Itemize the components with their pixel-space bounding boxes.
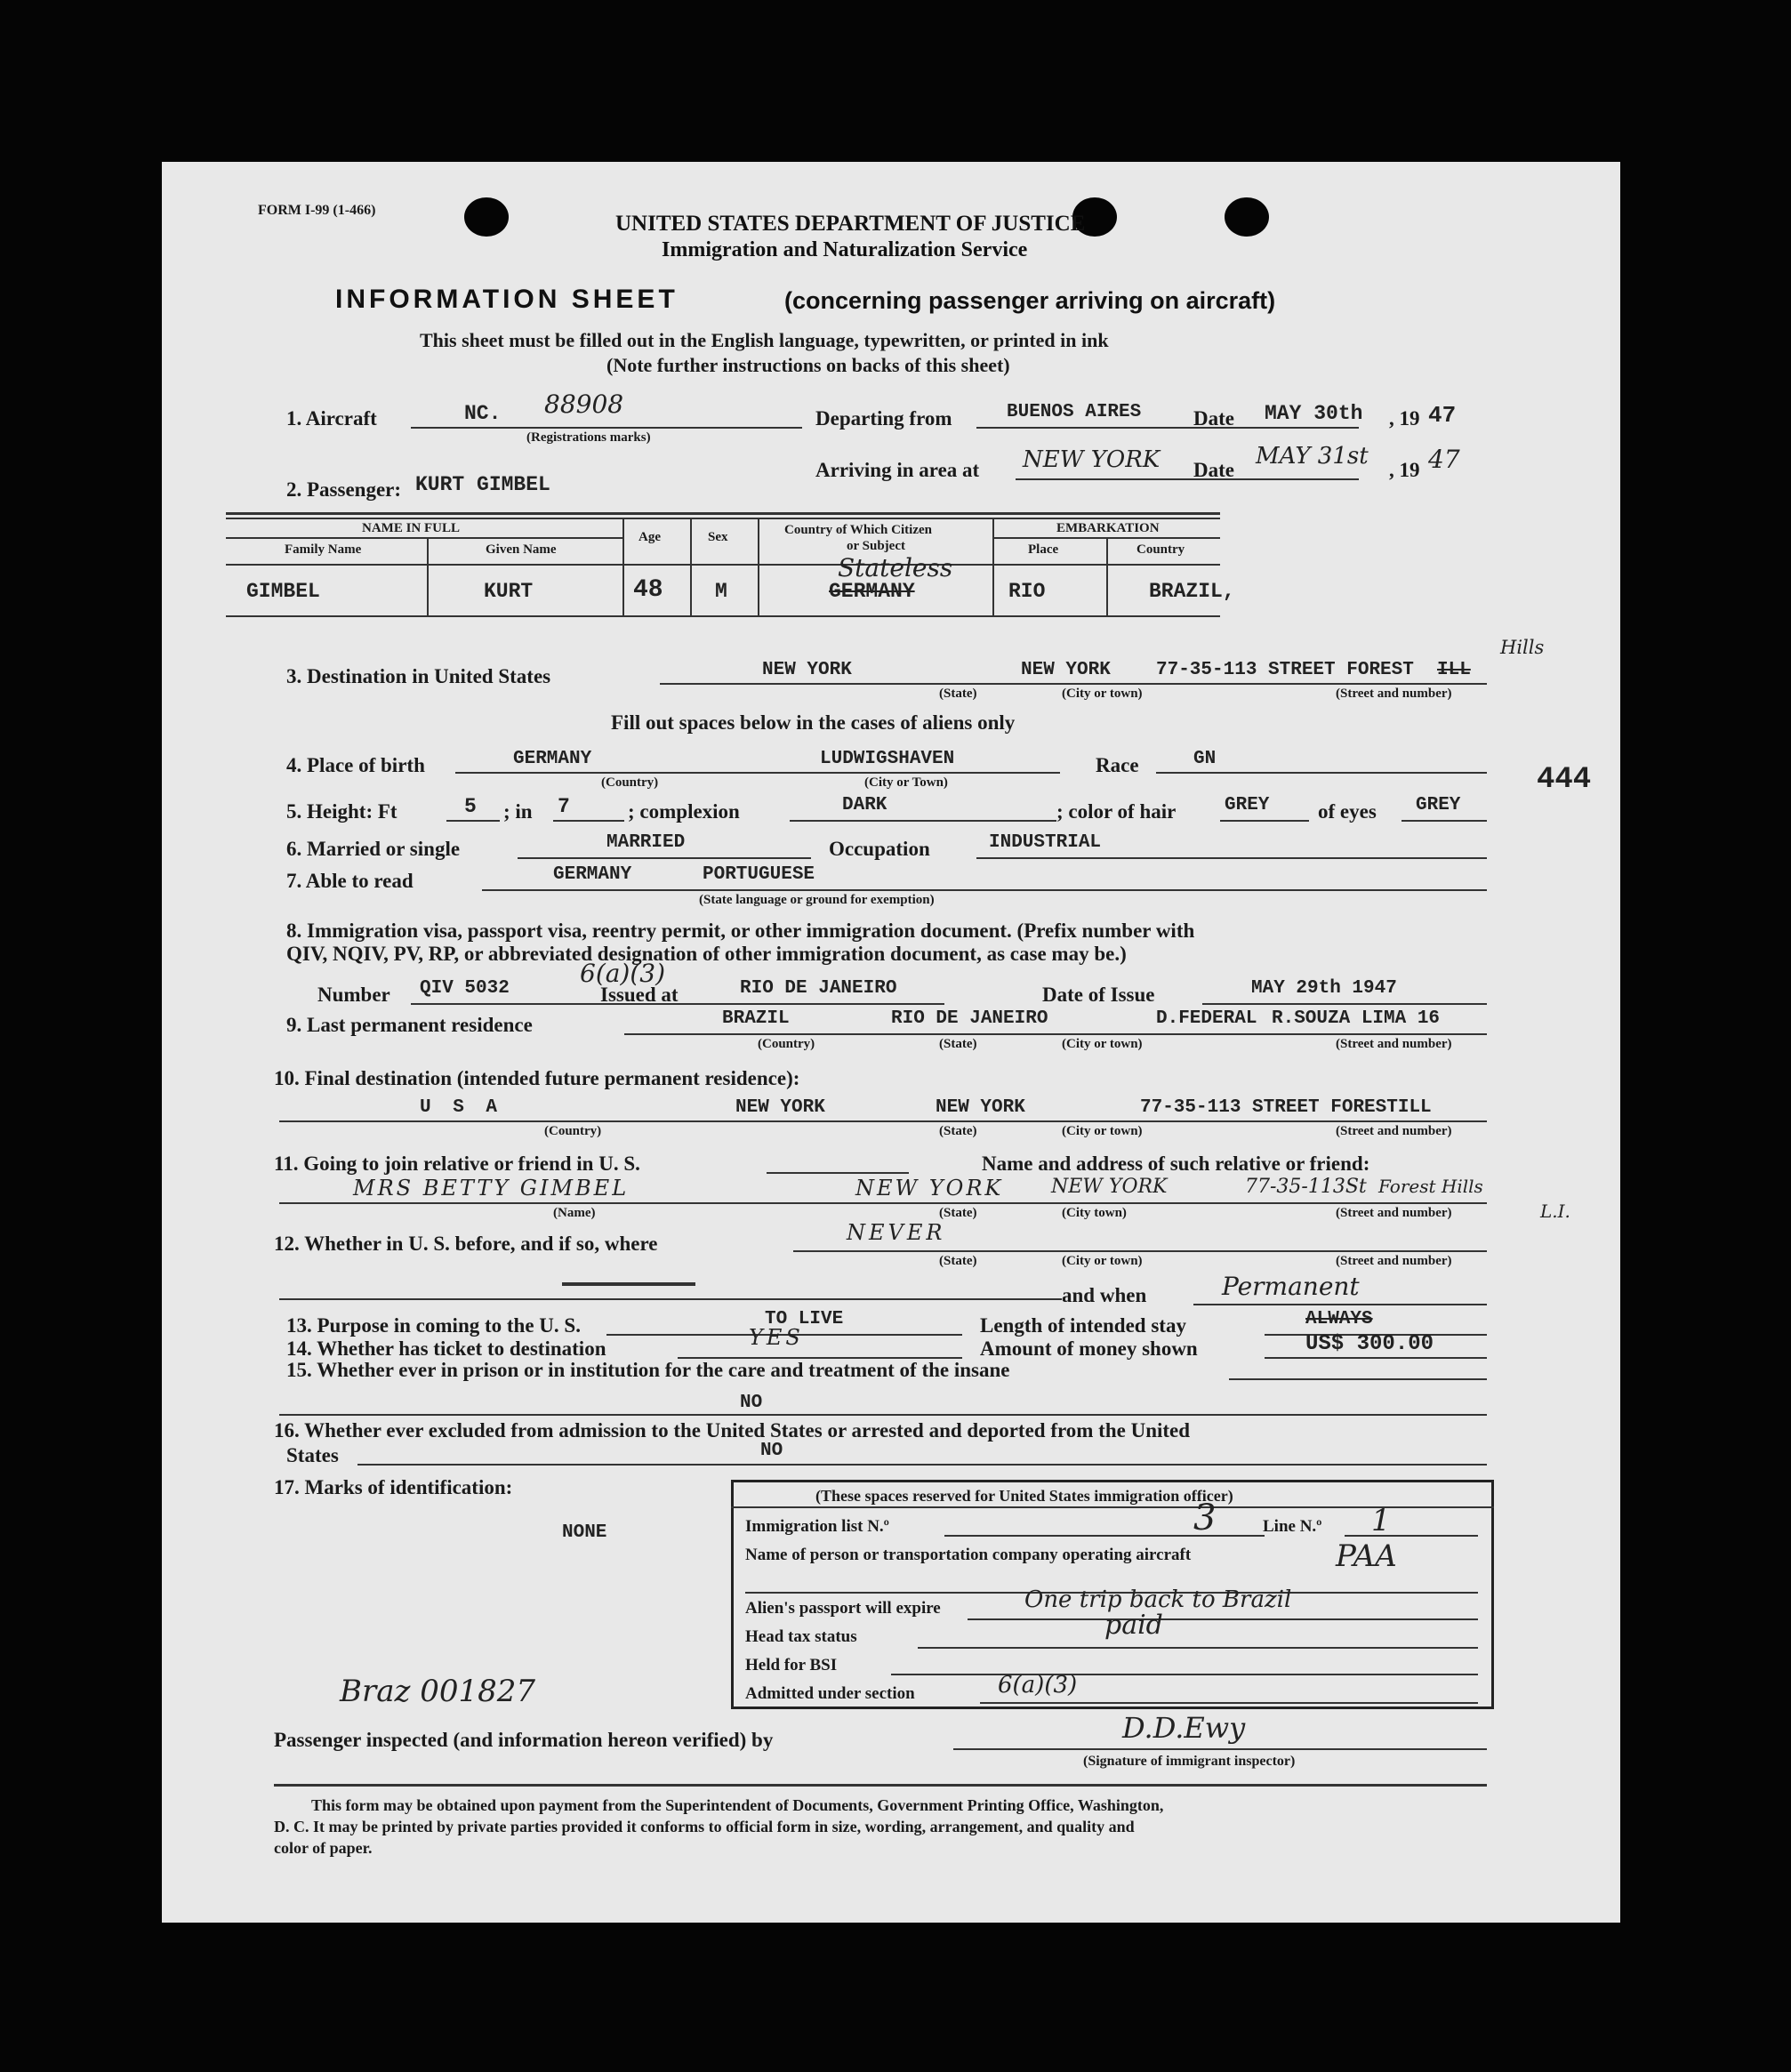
passenger-value: KURT GIMBEL <box>415 473 550 496</box>
destination-street-struck: ILL <box>1437 660 1471 680</box>
stamp-number: Braz 001827 <box>340 1674 536 1709</box>
join-extra-2: L.I. <box>1540 1201 1570 1222</box>
form-number: FORM I-99 (1-466) <box>258 203 376 218</box>
destination-street-caption: (Street and number) <box>1336 687 1452 701</box>
issue-date-label: Date of Issue <box>1042 984 1155 1006</box>
footer-line-2: D. C. It may be printed by private parties provided it conforms to official form in size, wording, arrangement, and quality and <box>274 1818 1135 1835</box>
join-city: NEW YORK <box>1051 1176 1168 1198</box>
residence-state-caption: (State) <box>939 1037 977 1051</box>
admitted-section-label: Admitted under section <box>745 1684 915 1703</box>
height-in-label: ; in <box>503 800 533 823</box>
occupation-value: INDUSTRIAL <box>989 832 1102 853</box>
form-sheet <box>162 162 1620 1923</box>
join-name: MRS BETTY GIMBEL <box>353 1176 630 1201</box>
visa-number: QIV 5032 <box>420 978 510 999</box>
cell-given-name: KURT <box>484 580 534 603</box>
cell-citizen-handwritten: Stateless <box>838 553 953 582</box>
aircraft-label: 1. Aircraft <box>286 407 377 430</box>
final-city-caption: (City or town) <box>1062 1124 1143 1138</box>
cell-age: 48 <box>633 576 663 604</box>
departing-date-label: Date <box>1193 407 1234 430</box>
cell-family-name: GIMBEL <box>246 580 320 603</box>
residence-street: R.SOUZA LIMA 16 <box>1272 1008 1441 1029</box>
prison-label: 15. Whether ever in prison or in institution for the care and treatment of the insane <box>286 1359 1010 1381</box>
departing-value: BUENOS AIRES <box>1007 402 1142 422</box>
header-embarkation: EMBARKATION <box>1056 521 1160 535</box>
punch-hole <box>464 197 509 237</box>
header-given-name: Given Name <box>486 542 557 557</box>
read-value-1: GERMANY <box>553 864 632 885</box>
head-tax-value: paid <box>1104 1610 1163 1641</box>
cell-citizen-struck: GERMANY <box>829 580 915 603</box>
destination-state-caption: (State) <box>939 687 977 701</box>
money-value: US$ 300.00 <box>1305 1332 1434 1356</box>
height-label: 5. Height: Ft <box>286 800 398 823</box>
before-value: NEVER <box>847 1220 946 1245</box>
destination-city-caption: (City or town) <box>1062 687 1143 701</box>
ticket-label: 14. Whether has ticket to destination <box>286 1337 606 1360</box>
hair-value: GREY <box>1225 795 1270 815</box>
residence-city-caption: (City or town) <box>1062 1037 1143 1051</box>
height-ft: 5 <box>464 795 477 818</box>
header-place: Place <box>1028 542 1059 557</box>
marks-label: 17. Marks of identification: <box>274 1476 513 1498</box>
header-name-in-full: NAME IN FULL <box>362 521 461 535</box>
arriving-label: Arriving in area at <box>815 459 980 481</box>
when-label: and when <box>1062 1284 1147 1306</box>
join-street: 77-35-113St <box>1245 1176 1367 1198</box>
join-city-caption: (City town) <box>1062 1206 1127 1220</box>
head-tax-label: Head tax status <box>745 1627 857 1646</box>
destination-city: NEW YORK <box>1021 660 1111 680</box>
registration-caption: (Registrations marks) <box>526 430 651 445</box>
held-bsi-label: Held for BSI <box>745 1656 838 1674</box>
join-street-caption: (Street and number) <box>1336 1206 1452 1220</box>
instructions-line-2: (Note further instructions on backs of this sheet) <box>606 354 1010 376</box>
complexion-label: ; complexion <box>628 800 740 823</box>
destination-state: NEW YORK <box>762 660 852 680</box>
birth-country-caption: (Country) <box>601 775 659 790</box>
eyes-value: GREY <box>1416 795 1461 815</box>
inspected-label: Passenger inspected (and information hereon verified) by <box>274 1729 774 1751</box>
arriving-year-prefix: , 19 <box>1389 459 1420 481</box>
arriving-date-value: MAY 31st <box>1256 443 1369 470</box>
race-value: GN <box>1193 749 1217 769</box>
departing-year-value: 47 <box>1428 402 1457 429</box>
aliens-only-note: Fill out spaces below in the cases of aliens only <box>611 711 1016 734</box>
birth-country: GERMANY <box>513 749 592 769</box>
final-state-caption: (State) <box>939 1124 977 1138</box>
passenger-label: 2. Passenger: <box>286 478 402 501</box>
residence-state: RIO DE JANEIRO <box>891 1008 1048 1029</box>
final-country: U S A <box>420 1097 503 1118</box>
visa-number-label: Number <box>317 984 390 1006</box>
signature-caption: (Signature of immigrant inspector) <box>1083 1754 1296 1769</box>
line-number-label: Line N.º <box>1263 1517 1322 1536</box>
arriving-date-label: Date <box>1193 459 1234 481</box>
form-subtitle: (concerning passenger arriving on aircraft) <box>784 287 1276 314</box>
service-name: Immigration and Naturalization Service <box>662 238 1028 261</box>
join-state-caption: (State) <box>939 1206 977 1220</box>
before-city-caption: (City or town) <box>1062 1254 1143 1268</box>
married-value: MARRIED <box>606 832 686 853</box>
when-handwritten: Permanent <box>1222 1272 1360 1301</box>
prison-value: NO <box>740 1393 763 1413</box>
destination-street-handwritten: Hills <box>1500 637 1545 658</box>
final-city: NEW YORK <box>936 1097 1025 1118</box>
cell-place: RIO <box>1008 580 1046 603</box>
residence-city: D.FEDERAL <box>1156 1008 1257 1029</box>
visa-line-2: QIV, NQIV, PV, RP, or abbreviated designation of other immigration document, as case may be.) <box>286 943 1127 965</box>
final-street-caption: (Street and number) <box>1336 1124 1452 1138</box>
join-name-address-label: Name and address of such relative or friend: <box>982 1152 1370 1175</box>
residence-country-caption: (Country) <box>758 1037 815 1051</box>
departing-year-prefix: , 19 <box>1389 407 1420 430</box>
destination-street: 77-35-113 STREET FOREST <box>1156 660 1414 680</box>
excluded-value: NO <box>760 1441 783 1461</box>
destination-label: 3. Destination in United States <box>286 665 551 687</box>
issue-date-value: MAY 29th 1947 <box>1251 978 1397 999</box>
header-country: Country <box>1136 542 1185 557</box>
excluded-line-1: 16. Whether ever excluded from admission to the United States or arrested and deported from the United <box>274 1419 1191 1442</box>
read-value-2: PORTUGUESE <box>703 864 815 885</box>
header-country-citizen-2: or Subject <box>847 539 905 553</box>
join-name-caption: (Name) <box>553 1206 596 1220</box>
stay-value: ALWAYS <box>1305 1309 1373 1329</box>
department-name: UNITED STATES DEPARTMENT OF JUSTICE <box>615 212 1086 236</box>
before-state-caption: (State) <box>939 1254 977 1268</box>
residence-label: 9. Last permanent residence <box>286 1014 533 1036</box>
birth-label: 4. Place of birth <box>286 754 425 776</box>
arriving-value: NEW YORK <box>1023 446 1161 473</box>
header-sex: Sex <box>708 530 728 544</box>
before-street-caption: (Street and number) <box>1336 1254 1452 1268</box>
final-country-caption: (Country) <box>544 1124 602 1138</box>
inspector-signature: D.D.Ewy <box>1122 1711 1246 1745</box>
purpose-label: 13. Purpose in coming to the U. S. <box>286 1314 581 1337</box>
passport-expire-value: One trip back to Brazil <box>1024 1586 1292 1613</box>
passport-expire-label: Alien's passport will expire <box>745 1599 941 1618</box>
marks-value: NONE <box>562 1522 607 1543</box>
occupation-label: Occupation <box>829 838 930 860</box>
read-label: 7. Able to read <box>286 870 414 892</box>
birth-city: LUDWIGSHAVEN <box>820 749 955 769</box>
join-state: NEW YORK <box>855 1176 1004 1201</box>
aircraft-number: 88908 <box>544 390 624 419</box>
header-country-citizen-1: Country of Which Citizen <box>784 523 932 537</box>
issued-label: Issued at <box>600 984 679 1006</box>
immigration-list-value: 3 <box>1193 1498 1217 1538</box>
header-age: Age <box>638 530 661 544</box>
race-label: Race <box>1096 754 1139 776</box>
visa-number-handwritten: 6(a)(3) <box>580 959 666 988</box>
admitted-section-value: 6(a)(3) <box>998 1672 1078 1699</box>
company-value: PAA <box>1336 1538 1397 1574</box>
header-family-name: Family Name <box>285 542 362 557</box>
join-label: 11. Going to join relative or friend in U. S. <box>274 1152 640 1175</box>
footer-line-1: This form may be obtained upon payment from the Superintendent of Documents, Government Printing Office, Washington, <box>311 1796 1164 1814</box>
stay-label: Length of intended stay <box>980 1314 1186 1337</box>
form-title: INFORMATION SHEET <box>335 285 679 314</box>
issued-value: RIO DE JANEIRO <box>740 978 897 999</box>
aircraft-prefix: NC. <box>464 402 502 425</box>
money-label: Amount of money shown <box>980 1337 1198 1360</box>
line-number-value: 1 <box>1371 1503 1391 1538</box>
final-street: 77-35-113 STREET FORESTILL <box>1140 1097 1432 1118</box>
residence-street-caption: (Street and number) <box>1336 1037 1452 1051</box>
arriving-year-value: 47 <box>1428 445 1460 474</box>
hair-label: ; color of hair <box>1056 800 1177 823</box>
ticket-value: YES <box>749 1325 804 1350</box>
departing-date-value: MAY 30th <box>1265 402 1363 425</box>
company-label: Name of person or transportation company operating aircraft <box>745 1546 1192 1564</box>
cell-country: BRAZIL, <box>1149 580 1235 603</box>
instructions-line-1: This sheet must be filled out in the English language, typewritten, or printed in ink <box>420 329 1109 351</box>
height-inches: 7 <box>558 795 570 818</box>
join-extra: Forest Hills <box>1378 1176 1483 1197</box>
cell-sex: M <box>715 580 727 603</box>
final-destination-label: 10. Final destination (intended future permanent residence): <box>274 1067 800 1089</box>
final-state: NEW YORK <box>735 1097 825 1118</box>
officer-box-heading: (These spaces reserved for United States immigration officer) <box>815 1487 1233 1505</box>
read-caption: (State language or ground for exemption) <box>699 893 935 907</box>
married-label: 6. Married or single <box>286 838 461 860</box>
side-number: 444 <box>1537 763 1592 797</box>
footer-line-3: color of paper. <box>274 1839 373 1857</box>
residence-country: BRAZIL <box>722 1008 790 1029</box>
purpose-value: TO LIVE <box>765 1309 844 1329</box>
excluded-line-2: States <box>286 1444 339 1466</box>
immigration-list-label: Immigration list N.º <box>745 1517 889 1536</box>
departing-label: Departing from <box>815 407 952 430</box>
visa-line-1: 8. Immigration visa, passport visa, reentry permit, or other immigration document. (Prefix number with <box>286 920 1195 942</box>
before-label: 12. Whether in U. S. before, and if so, where <box>274 1233 658 1255</box>
complexion-value: DARK <box>842 795 887 815</box>
eyes-label: of eyes <box>1318 800 1377 823</box>
birth-city-caption: (City or Town) <box>864 775 948 790</box>
